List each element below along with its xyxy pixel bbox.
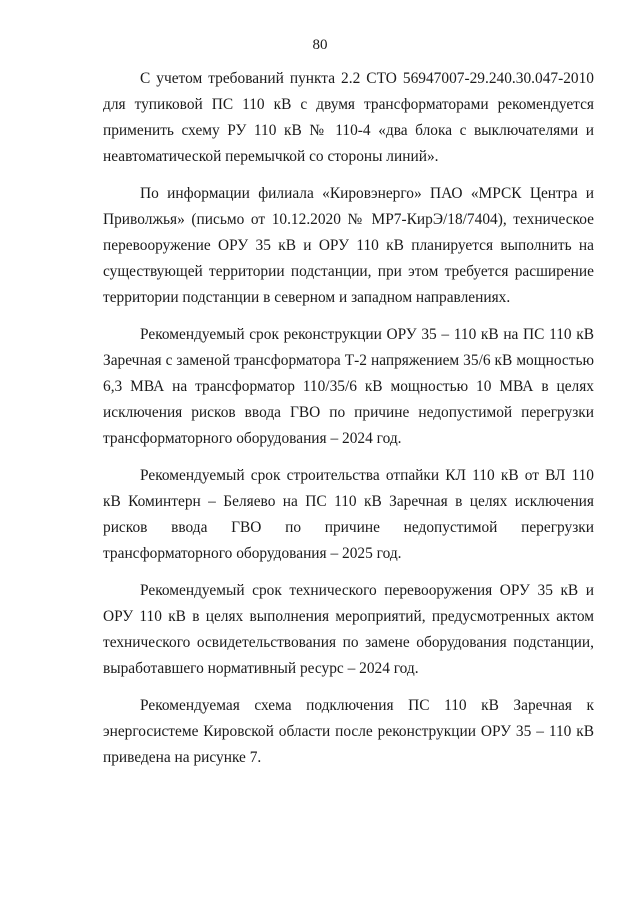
paragraph-re-equipment-term: Рекомендуемый срок технического перевооружения ОРУ 35 кВ и ОРУ 110 кВ в целях выполнения мероприятий, предусмотренных актом технического освидетельствования по замене оборудования подстанции, выработавшего нормативный ресурс – 2024 год. [103, 582, 594, 677]
page-number: 80 [312, 37, 328, 53]
paragraph-scheme-recommendation: С учетом требований пункта 2.2 СТО 56947007-29.240.30.047-2010 для тупиковой ПС 110 кВ с двумя трансформаторами рекомендуется применить схему РУ 110 кВ № 110-4 «два блока с выключателями и неавтоматической перемычкой со стороны линий». [103, 70, 594, 165]
paragraph-reconstruction-term: Рекомендуемый срок реконструкции ОРУ 35 – 110 кВ на ПС 110 кВ Заречная с заменой трансформатора Т-2 напряжением 35/6 кВ мощностью 6,3 МВА на трансформатор 110/35/6 кВ мощностью 10 МВА в целях исключения рисков ввода ГВО по причине недопустимой перегрузки трансформаторного оборудования – 2024 год. [103, 326, 594, 447]
paragraph-construction-term: Рекомендуемый срок строительства отпайки КЛ 110 кВ от ВЛ 110 кВ Коминтерн – Беляево на ПС 110 кВ Заречная в целях исключения рисков ввода ГВО по причине недопустимой перегрузки трансформаторного оборудования – 2025 год. [103, 467, 594, 562]
paragraph-connection-scheme: Рекомендуемая схема подключения ПС 110 кВ Заречная к энергосистеме Кировской области после реконструкции ОРУ 35 – 110 кВ приведена на рисунке 7. [103, 697, 594, 766]
paragraph-kirovenergo-info: По информации филиала «Кировэнерго» ПАО «МРСК Центра и Приволжья» (письмо от 10.12.2020 № МР7-КирЭ/18/7404), техническое перевооружение ОРУ 35 кВ и ОРУ 110 кВ планируется выполнить на существующей территории подстанции, при этом требуется расширение территории подстанции в северном и западном направлениях. [103, 185, 594, 306]
page-body [103, 66, 594, 782]
